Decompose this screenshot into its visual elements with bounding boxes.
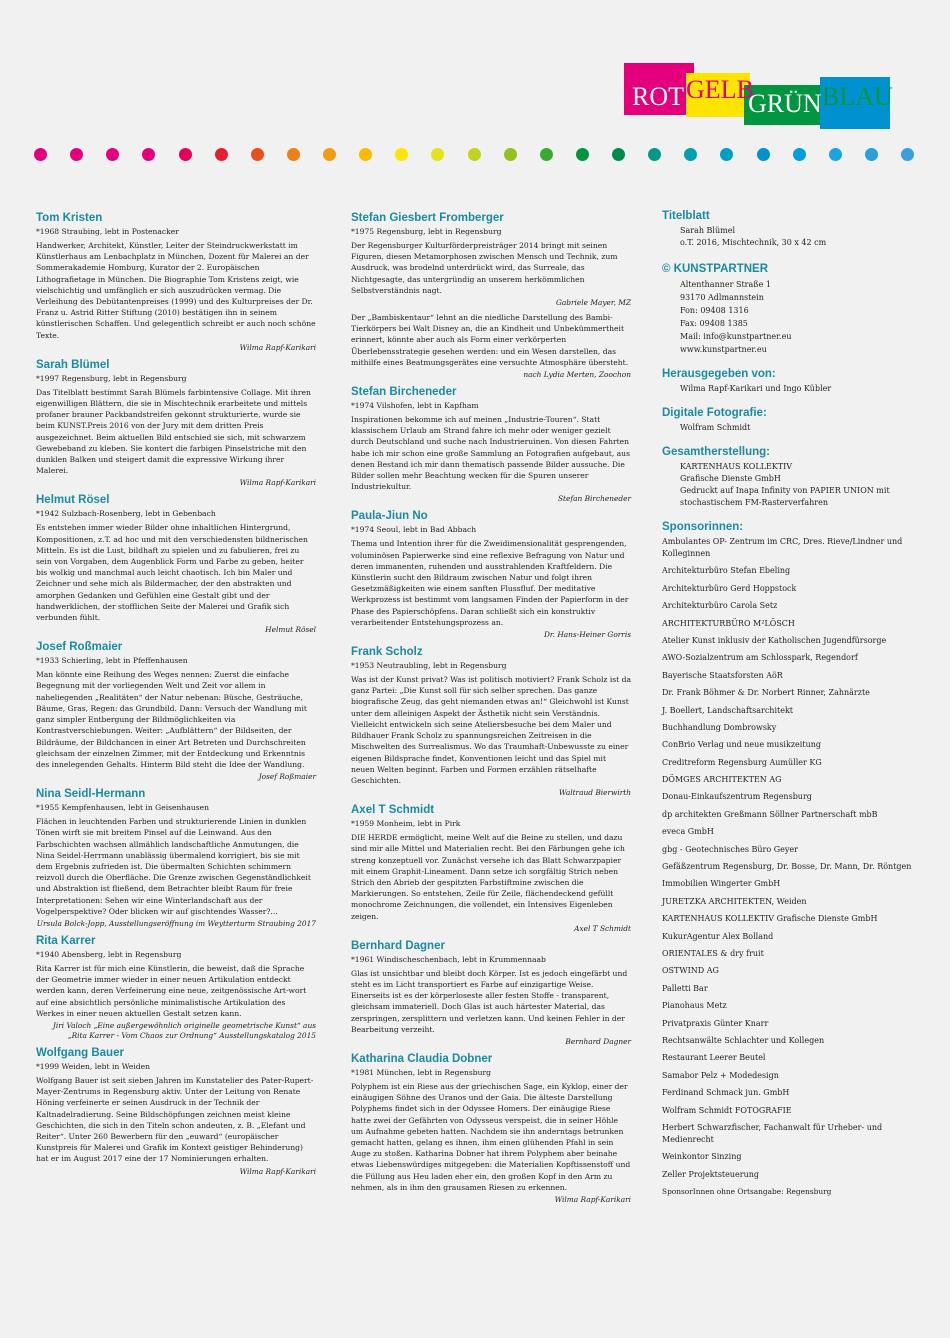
info-line: Altenthanner Straße 1 (680, 280, 771, 289)
publisher-details (662, 383, 914, 395)
color-dot (70, 148, 83, 161)
color-dot (251, 148, 264, 161)
info-line: 93170 Adlmannstein (680, 293, 764, 302)
artist-born: *1961 Windischeschenbach, lebt in Krummennaab (351, 954, 546, 964)
sponsor-item: gbg - Geotechnisches Büro Geyer (662, 844, 798, 854)
color-dot (504, 148, 517, 161)
sponsor-item: Architekturbüro Stefan Ebeling (662, 566, 791, 576)
artist-signature: Waltraud Bierwirth (558, 788, 631, 798)
sponsor-item: ORIENTALES & dry fruit (662, 948, 764, 958)
logo-word-gruen: GRÜN (748, 89, 822, 118)
artist-text: Was ist der Kunst privat? Was ist politisch motiviert? Frank Scholz ist da ganz Partei: „Die Kunst soll für sich selber sprechen. Das ganze biografische Zeug, das geht niemanden etwas an!“ Gleichwohl ist Kunst unter dem alleinigen Aspekt der Ästhetik nicht sein Verständnis. Vielleicht entwickeln sich seine Ateliersbesuche bei dem Maler und Bildhauer Frank Scholz zu spannungsreichen Zeitreisen in die Mischwelten des Surrealismus. Wo das Traumhaft-Unbewusste zu einer eigenen Bildsprache findet, Konventionen leicht und das Spiel mit neuen Welten beginnt. Farben und Formen erzählen rätselhafte Geschichten. (351, 675, 631, 785)
color-dot (179, 148, 192, 161)
sponsor-item: Ambulantes OP- Zentrum im CRC, Dres. Rieve/Lindner und Kolleginnen (662, 537, 903, 558)
info-column (662, 206, 914, 1196)
contact-details (662, 278, 914, 356)
artist-text: Man könnte eine Reihung des Weges nennen: Zuerst die einfache Begegnung mit der vorliegenden Welt und Zeit vor allem in naheliegenden „Realitäten“ der Natur nebenan: Büsche, Gesträuche, Bäume, Gras, Regen: das Grundbild. Dann: Versuch der Wandlung mit ganz simpler Entbergung der Bildmöglichkeiten via Kontrastverschiebungen. Weiter: „Aufblättern“ der Bildseiten, der Bildräume, der Bildchancen in einer Art Betreten und Durchschreiten gleichsam der einzelnen Zimmer, mit der Entdeckung und Erkenntnis des innelegenden Gehalts. Hinterm Bild steht die Idee der Wandlung. (36, 670, 307, 769)
artist-name: Wolfgang Bauer (36, 1046, 124, 1059)
artist-text: Rita Karrer ist für mich eine Künstlerin, die beweist, daß die Sprache der Geometrie immer wieder in einer neuen Artikulation entdeckt werden kann, deren Verfeinerung eine neue, zeitgenössische Art-wort auf eine absichtlich persönliche minimalistische Artikulation des Werkes in einer neuen aktuellen Gestalt setzen kann. (36, 963, 307, 1018)
artist-name: Helmut Rösel (36, 494, 110, 507)
artist-name: Sarah Blümel (36, 358, 110, 371)
publisher-label: Herausgegeben von: (662, 368, 776, 380)
sponsors-list (662, 536, 914, 1181)
logo-word-blau: BLAU (822, 82, 893, 111)
sponsor-item: Palletti Bar (662, 983, 708, 993)
sponsor-item: JURETZKA ARCHITEKTEN, Weiden (662, 896, 807, 906)
sponsor-item: Ferdinand Schmack jun. GmbH (662, 1088, 790, 1098)
artist-text: Thema und Intention ihrer für die Zweidimensionalität gesprengenden, voluminösen Papierwerke sind eine reflexive Befragung von Natur und deren immanenten, ruhenden und ausstrahlenden Kraftfeldern. Die Künstlerin sucht den Bildraum zwischen Natur und folgt ihren Gesetzmäßigkeiten wie einem sanften Flussfluf. Der meditative Werkprozess ist bestimmt vom langsamen Finden der Papierform in der Phase des Papierschöpfens. Daran schließt sich ein konstruktiv verarbeitender Entstehungsprozess an. (351, 539, 629, 627)
sponsor-item: Weinkontor Sinzing (662, 1152, 742, 1162)
artist-text: Wolfgang Bauer ist seit sieben Jahren im Kunstatelier des Pater-Rupert-Mayer-Zentrums in Regensburg aktiv. Unter der Leitung von Renate Höning verfeinerte er seinen Ausdruck in der Technik der Kaltnadelradierung. Seine Bildschöpfungen zeichnen meist kleine Geschichten, die sich in den Titeln schon andeuten, z. B. „Elefant und Reiter“. Unter 260 Bewerbern für den „euward“ (europäischer Kunstpreis für Malerei und Grafik im Kontext geistiger Behinderung) hat er im August 2017 eine der 17 Nominierungen erhalten. (36, 1075, 314, 1164)
artist-text: Polyphem ist ein Riese aus der griechischen Sage, ein Kyklop, einer der einäugigen Söhne des Uranos und der Gaia. Die älteste Darstellung Polyphems findet sich in der Odyssee Homers. Der einäugige Riese hatte zwei der Gefährten von Odysseus verspeist, die in seiner Höhle um Aufnahme gebeten hatten. Nachdem sie ihn anderntags betrunken gemacht hatten, gelang es ihnen, ihm einen glühenden Pfahl in sein Auge zu stoßen. Katharina Dobner hat ihrem Polyphem aber beinahe etwas Liebenswürdiges mitgegeben: die Materialien Kopftissenstoff und die Füllung aus Heu laden eher ein, den großen Kopf in den Arm zu nehmen, als in ihm den grausamen Riesen zu erkennen. (351, 1081, 631, 1192)
production-details (662, 461, 914, 509)
artist-text: DIE HERDE ermöglicht, meine Welt auf die Beine zu stellen, und dazu sind mir alle Mittel und Materialien recht. Bei den Färbungen gehe ich streng konzeptuell vor. Zunächst versehe ich das Blatt Schwarzpapier mit einem Graphit-Lineament. Dann setze ich sorgfältig Strich neben Strich den Abrieb der gespitzten Farbstiftmine zwischen die Markierungen. So entstehen, Zeile für Zeile, flächendeckend gefüllt monochrome Zeichnungen, die vollendet, ein Intensives Eigenleben zeigen. (351, 833, 625, 921)
artist-name: Bernhard Dagner (351, 939, 445, 952)
artist-signature: Wilma Rapf-Karikari (239, 1166, 316, 1176)
sponsor-item: OSTWIND AG (662, 966, 719, 976)
artist-text: Handwerker, Architekt, Künstler, Leiter der Steindruckwerkstatt im Künstlerhaus am Lenbachplatz in München, Dozent für Malerei an der Sommerakademie Homburg, Kurator der 2. Europäischen Lithografietage in München. Die Biographie Tom Kristens zeigt, wie vielschichtig und umfänglich er sich auszudrücken vermag. Die Verleihung des Debütantenpreises (1999) und des Kulturpreises der Dr. Franz u. Astrid Ritter Stiftung (2010) bestätigen ihn in seinem künstlerischen Schaffen. Und gelegentlich schreibt er auch noch schöne Texte. (36, 241, 316, 340)
artist-name: Rita Karrer (36, 934, 96, 947)
color-dot (323, 148, 336, 161)
sponsor-item: DÖMGES ARCHITEKTEN AG (662, 775, 782, 785)
artist-signature: Bernhard Dagner (565, 1036, 631, 1046)
color-dot (468, 148, 481, 161)
sponsor-item: Privatpraxis Günter Knarr (662, 1018, 769, 1028)
color-dot (34, 148, 47, 161)
info-line: KARTENHAUS KOLLEKTIV (680, 462, 793, 471)
artist-name: Frank Scholz (351, 646, 423, 659)
info-line: www.kunstpartner.eu (680, 345, 767, 354)
sponsor-item: Pianohaus Metz (662, 1001, 727, 1011)
sponsor-item: Wolfram Schmidt FOTOGRAFIE (662, 1105, 792, 1115)
color-dot (865, 148, 878, 161)
color-dot (720, 148, 733, 161)
color-dot (431, 148, 444, 161)
sponsor-item: AWO-Sozialzentrum am Schlosspark, Regendorf (662, 653, 858, 663)
color-dot (359, 148, 372, 161)
artist-born: *1974 Vilshofen, lebt in Kapfham (351, 401, 479, 411)
artist-signature: Wilma Rapf-Karikari (239, 478, 316, 488)
artist-signature: Jiri Valoch „Eine außergewöhnlich originelle geometrische Kunst“ aus „Rita Karrer - Vom Chaos zur Ordnung“ Ausstellungskatalog 2015 (52, 1020, 316, 1040)
sponsor-item: Gefäßzentrum Regensburg, Dr. Bosse, Dr. Mann, Dr. Röntgen (662, 862, 912, 872)
artist-signature: Stefan Bircheneder (557, 494, 631, 504)
artist-born: *1968 Straubing, lebt in Postenacker (36, 227, 179, 236)
artist-born: *1953 Neutraubling, lebt in Regensburg (351, 661, 507, 671)
info-line: Fax: 09408 1385 (680, 319, 748, 328)
sponsor-item: Herbert Schwarzfischer, Fachanwalt für Urheber- und Medienrecht (662, 1122, 883, 1144)
artist-name: Stefan Giesbert Fromberger (351, 212, 504, 224)
artist-text: Es entstehen immer wieder Bilder ohne inhaltlichen Hintergrund, Kompositionen, z.T. ad hoc und mit den verschiedensten bildnerischen Mitteln. Es ist die Lust, bildhaft zu spielen und zu fabulieren, frei zu sein von Vorgaben, dem Augenblick Form und Farbe zu geben, heiter bis wolkig und manchmal auch leicht chaotisch. Ich bin Maler und Zeichner und sehe mich als Bildermacher, der den abstrakten und amorphen Gedanken und Gefühlen eine Gestalt gibt und der handwerklichen, der stofflichen Seite der Malerei und Grafik sich verbunden fühlt. (36, 523, 308, 623)
artist-signature: Josef Roßmaier (258, 772, 316, 782)
color-dot (540, 148, 553, 161)
artist-signature: Gabriele Mayer, MZ (555, 298, 631, 308)
artist-text: Inspirationen bekomme ich auf meinen „Industrie-Touren“. Statt klassischem Urlaub am Strand fahre ich mehr oder weniger gezielt durch Deutschland und suche nach Industrieruinen. Von diesen Fahrten habe ich mir schon eine große Sammlung an Fotografien aufgebaut, aus denen Bestand ich mir dann thematisch passende Bilder aussuche. Die Bilder sollen mehr Beachtung wecken für die Spuren unserer Industriekultur. (351, 415, 630, 492)
color-dot (106, 148, 119, 161)
artist-born: *1959 Monheim, lebt in Pirk (351, 819, 461, 829)
sponsor-item: Bayerische Staatsforsten AöR (662, 670, 783, 680)
photo-details (662, 422, 914, 434)
sponsors-label: Sponsorinnen: (662, 521, 744, 533)
sponsor-item: Immobilien Wingerter GmbH (662, 879, 781, 889)
sponsor-item: J. Boellert, Landschaftsarchitekt (662, 705, 794, 715)
artist-born: *1999 Weiden, lebt in Weiden (36, 1061, 151, 1071)
sponsor-item: Donau-Einkaufszentrum Regensburg (662, 792, 812, 802)
artist-name: Josef Roßmaier (36, 641, 123, 654)
sponsor-item: Restaurant Leerer Beutel (662, 1053, 766, 1063)
artist-signature: Wilma Rapf-Karikari (239, 342, 316, 352)
sponsor-item: ARCHITEKTURBÜRO M²LÖSCH (662, 618, 795, 628)
info-line: Mail: info@kunstpartner.eu (680, 332, 792, 341)
artist-signature: Axel T Schmidt (574, 923, 631, 933)
kunstpartner-label: © KUNSTPARTNER (662, 263, 769, 275)
artist-text: Der Regensburger Kulturförderpreisträger 2014 bringt mit seinen Figuren, diesen Metamorphosen zwischen Mensch und Technik, zum Ausdruck, was brodelnd unterdrückt wird, das Surreale, das Nichtgesagte, das untergründig an unserem herkömmlichen Selbstverständnis nagt. (351, 241, 618, 295)
info-line: Wilma Rapf-Karikari und Ingo Kübler (680, 384, 832, 393)
color-dot (287, 148, 300, 161)
color-dot (901, 148, 914, 161)
title-label: Titelblatt (662, 210, 710, 222)
artist-signature: nach Lydia Merten, Zoochon (523, 370, 631, 380)
color-dot (142, 148, 155, 161)
artist-born: *1933 Schierling, lebt in Pfeffenhausen (36, 656, 188, 666)
sponsor-item: KARTENHAUS KOLLEKTIV Grafische Dienste GmbH (662, 914, 878, 924)
artist-signature: Dr. Hans-Heiner Gorris (543, 630, 631, 640)
sponsor-item: Architekturbüro Carola Setz (662, 601, 778, 611)
info-line: Fon: 09408 1316 (680, 306, 749, 315)
sponsor-item: Buchhandlung Dombrowsky (662, 722, 777, 732)
artist-name: Paula-Jiun No (351, 510, 428, 523)
artists-column-left (36, 206, 316, 1181)
artist-signature: Helmut Rösel (265, 625, 316, 635)
artist-text: Der „Bambiskentaur“ lehnt an die niedliche Darstellung des Bambi-Tierkörpers bei Walt Disney an, die an Kindheit und Unbekümmertheit erinnert, könnte aber auch als Form einer verkörperten Überlebensstrategie gesehen werden: und ein Wesen darstellen, das mithilfe eines Beatmungsgerätes eine versuchte Atmosphäre übersteht. (351, 313, 629, 367)
sponsor-item: KukurAgentur Alex Bolland (662, 931, 774, 941)
color-dot (757, 148, 770, 161)
artist-signature: Wilma Rapf-Karikari (554, 1194, 631, 1204)
artists-column-middle (351, 206, 631, 1209)
color-dot (793, 148, 806, 161)
artist-born: *1981 München, lebt in Regensburg (351, 1067, 492, 1077)
sponsors-note: SponsorInnen ohne Ortsangabe: Regensburg (662, 1186, 832, 1196)
logo-word-rot: ROT (632, 82, 684, 111)
sponsor-item: Samabor Pelz + Modedesign (662, 1070, 779, 1080)
color-dot (576, 148, 589, 161)
info-line: Wolfram Schmidt (680, 423, 751, 432)
sponsor-item: dp architekten Greßmann Söllner Partnerschaft mbB (662, 809, 878, 819)
artist-text: Das Titelblatt bestimmt Sarah Blümels farbintensive Collage. Mit ihren eigenwilligen Blättern, die sie in Mischtechnik erarbeitete und mittels profaner brauner Packbandstreifen gekonnt strukturierte, wurde sie beim KUNST.Preis 2016 von der Jury mit dem dritten Preis ausgezeichnet. Beim aktuellen Bild entschied sie sich, mit schwarzem Gewebeband zu kleben. Sie kontert die farbigen Pinselstriche mit den dunklen Balken und steigert damit die expressive Wirkung ihrer Malerei. (36, 387, 311, 476)
sponsor-item: ConBrio Verlag und neue musikzeitung (662, 740, 821, 750)
info-line: Grafische Dienste GmbH (680, 474, 781, 483)
color-dot (829, 148, 842, 161)
color-dot (395, 148, 408, 161)
artist-name: Katharina Claudia Dobner (351, 1052, 493, 1065)
sponsor-item: Architekturbüro Gerd Hoppstock (662, 583, 797, 593)
artist-born: *1997 Regensburg, lebt in Regensburg (36, 373, 187, 383)
info-line: Gedruckt auf Inapa Infinity von PAPIER UNION mit stochastischem FM-Rasterverfahren (680, 486, 890, 507)
info-line: o.T. 2016, Mischtechnik, 30 x 42 cm (680, 238, 827, 247)
sponsor-item: Creditreform Regensburg Aumüller KG (662, 757, 822, 767)
sponsor-item: Rechtsanwälte Schlachter und Kollegen (662, 1035, 825, 1045)
production-label: Gesamtherstellung: (662, 446, 770, 458)
color-dot-row (34, 148, 914, 162)
artist-name: Axel T Schmidt (351, 804, 435, 817)
color-dot (684, 148, 697, 161)
logo-word-gelb: GELB (686, 75, 754, 104)
artist-name: Tom Kristen (36, 212, 103, 224)
sponsor-item: eveca GmbH (662, 827, 714, 837)
artist-signature: Ursula Bolck-Jopp, Ausstellungseröffnung im Weytterturm Straubing 2017 (36, 918, 316, 928)
info-line: Sarah Blümel (680, 226, 736, 235)
sponsor-item: Atelier Kunst inklusiv der Katholischen Jugendfürsorge (662, 635, 887, 645)
artist-name: Nina Seidl-Hermann (36, 788, 146, 801)
artist-text: Flächen in leuchtenden Farben und strukturierende Linien in dunklen Tönen wirft sie mit breitem Pinsel auf die Leinwand. Aus den Farbschichten wachsen allmählich landschaftliche Anmutungen, die Nina Seidel-Herrmann unablässig übermalend korrigiert, bis sie mit dem Ergebnis zufrieden ist. Die übermalten Schichten schimmern reizvoll durch die Oberfläche. Die Grenze zwischen Gegenständlichkeit und Abstraktion ist fließend, dem Betrachter bleibt Raum für freie Interpretationen: Sehen wir eine Winterlandschaft aus der Vogelperspektive? Oder blicken wir auf gischtendes Wasser?... (36, 817, 311, 916)
artist-born: *1955 Kempfenhausen, lebt in Geisenhausen (36, 803, 210, 813)
color-dot (215, 148, 228, 161)
artist-name: Stefan Bircheneder (351, 386, 457, 399)
artist-text: Glas ist unsichtbar und bleibt doch Körper. Ist es jedoch eingefärbt und steht es im Licht transportiert es Farbe auf einzigartige Weise. Einerseits ist es der körperloseste aller festen Stoffe - transparent, gleichsam immateriell. Doch Glas ist auch härtester Material, das zerspringen, zersplittern und verletzen kann. Und keinen Fehler in der Bearbeitung verzeiht. (351, 968, 628, 1034)
artist-born: *1975 Regensburg, lebt in Regensburg (351, 227, 502, 236)
rotgelbgruenblau-logo (624, 63, 893, 129)
color-dot (648, 148, 661, 161)
artist-born: *1974 Seoul, lebt in Bad Abbach (351, 525, 477, 535)
photo-label: Digitale Fotografie: (662, 407, 767, 419)
artist-born: *1942 Sulzbach-Rosenberg, lebt in Gebenbach (36, 509, 216, 519)
sponsor-item: Zeller Projektsteuerung (662, 1169, 760, 1179)
color-dot (612, 148, 625, 161)
artist-born: *1940 Abensberg, lebt in Regensburg (36, 949, 182, 959)
title-details (662, 225, 914, 249)
sponsor-item: Dr. Frank Böhmer & Dr. Norbert Rinner, Zahnärzte (662, 688, 870, 698)
